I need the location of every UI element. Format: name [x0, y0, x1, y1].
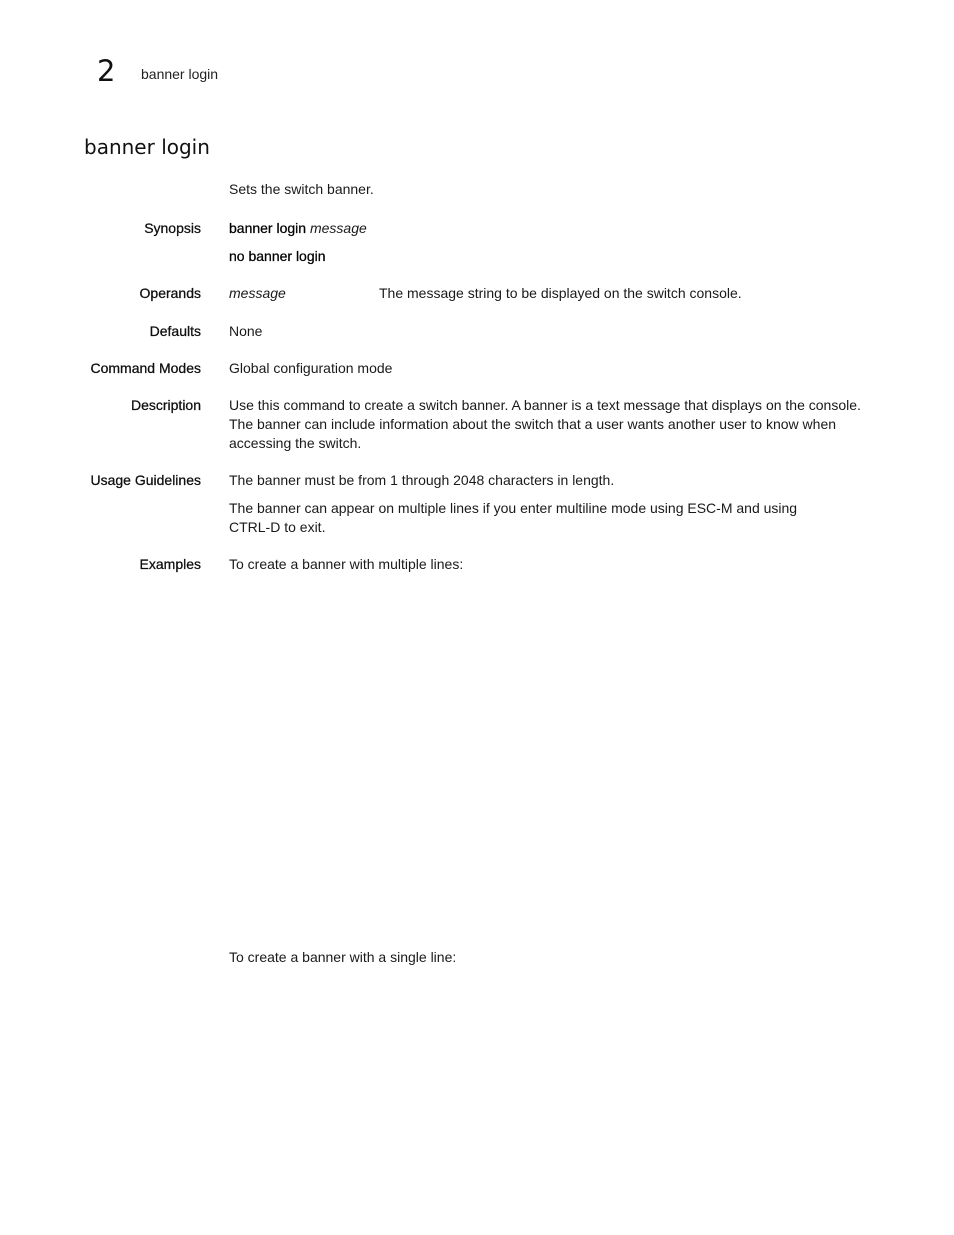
- operand-name: message: [229, 285, 286, 301]
- operand-description: The message string to be displayed on the switch console.: [379, 285, 742, 301]
- synopsis-line-2: [229, 247, 864, 266]
- example-singleline-intro: To create a banner with a single line:: [229, 949, 457, 965]
- synopsis-no-command: no banner login: [229, 248, 326, 264]
- defaults-text: None: [229, 323, 263, 339]
- defaults-label: Defaults: [149, 323, 201, 339]
- example-multiline-intro: To create a banner with multiple lines:: [229, 556, 464, 572]
- command-summary: Sets the switch banner.: [229, 181, 374, 197]
- description-text: Use this command to create a switch banner. A banner is a text message that displays on the console. The banner can include information about the switch that a user wants another user to know when accessing the switch.: [229, 397, 861, 451]
- usage-guidelines-label: Usage Guidelines: [90, 472, 201, 488]
- usage-guidelines-para-1: The banner must be from 1 through 2048 characters in length.: [229, 472, 615, 488]
- command-modes-text: Global configuration mode: [229, 360, 393, 376]
- synopsis-argument: message: [309, 220, 367, 236]
- operands-label: Operands: [139, 285, 201, 301]
- synopsis-command: banner login: [229, 220, 307, 236]
- section-title: banner login: [84, 135, 210, 159]
- command-modes-label: Command Modes: [90, 360, 201, 376]
- synopsis-line-1: [229, 219, 864, 238]
- description-label: Description: [130, 397, 201, 413]
- running-header-title: banner login: [141, 66, 219, 82]
- examples-label: Examples: [139, 556, 201, 572]
- chapter-number: 2: [97, 54, 116, 88]
- usage-guidelines-para-2: The banner can appear on multiple lines if you enter multiline mode using ESC-M and using CTRL-D to exit.: [229, 500, 798, 535]
- synopsis-label: Synopsis: [144, 220, 201, 236]
